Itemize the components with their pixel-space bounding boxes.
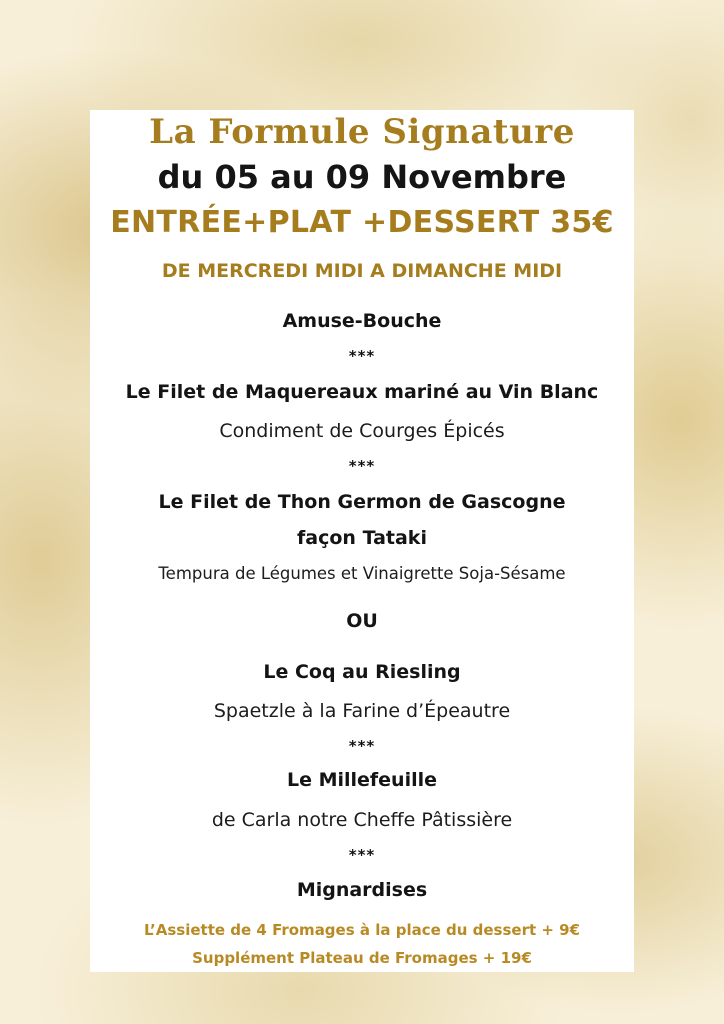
separator: *** [348, 457, 376, 475]
main-option-1-name-line2: façon Tataki [297, 527, 427, 549]
dessert-description: de Carla notre Cheffe Pâtissière [211, 809, 513, 831]
starter-name: Le Filet de Maquereaux mariné au Vin Blanc [125, 381, 599, 403]
main-option-2-description: Spaetzle à la Farine d’Épeautre [213, 700, 511, 722]
separator: *** [348, 737, 376, 755]
main-option-2-name: Le Coq au Riesling [263, 661, 461, 683]
amuse-bouche: Amuse-Bouche [282, 310, 442, 332]
main-option-1-name: Le Filet de Thon Germon de Gascogne [158, 491, 566, 513]
starter-description: Condiment de Courges Épicés [219, 420, 505, 442]
menu-dates: du 05 au 09 Novembre [157, 158, 567, 196]
or-label: OU [346, 610, 378, 632]
menu-days: DE MERCREDI MIDI A DIMANCHE MIDI [161, 260, 563, 282]
cheese-platter-supplement: Supplément Plateau de Fromages + 19€ [192, 949, 532, 967]
main-option-1-description: Tempura de Légumes et Vinaigrette Soja-Sésame [158, 564, 566, 583]
separator: *** [348, 347, 376, 365]
separator: *** [348, 846, 376, 864]
menu-formula-price: ENTRÉE+PLAT +DESSERT 35€ [110, 205, 614, 240]
dessert-name: Le Millefeuille [286, 769, 438, 791]
mignardises: Mignardises [296, 879, 428, 901]
menu-title: La Formule Signature [149, 112, 575, 152]
cheese-plate-option: L’Assiette de 4 Fromages à la place du dessert + 9€ [143, 921, 581, 939]
